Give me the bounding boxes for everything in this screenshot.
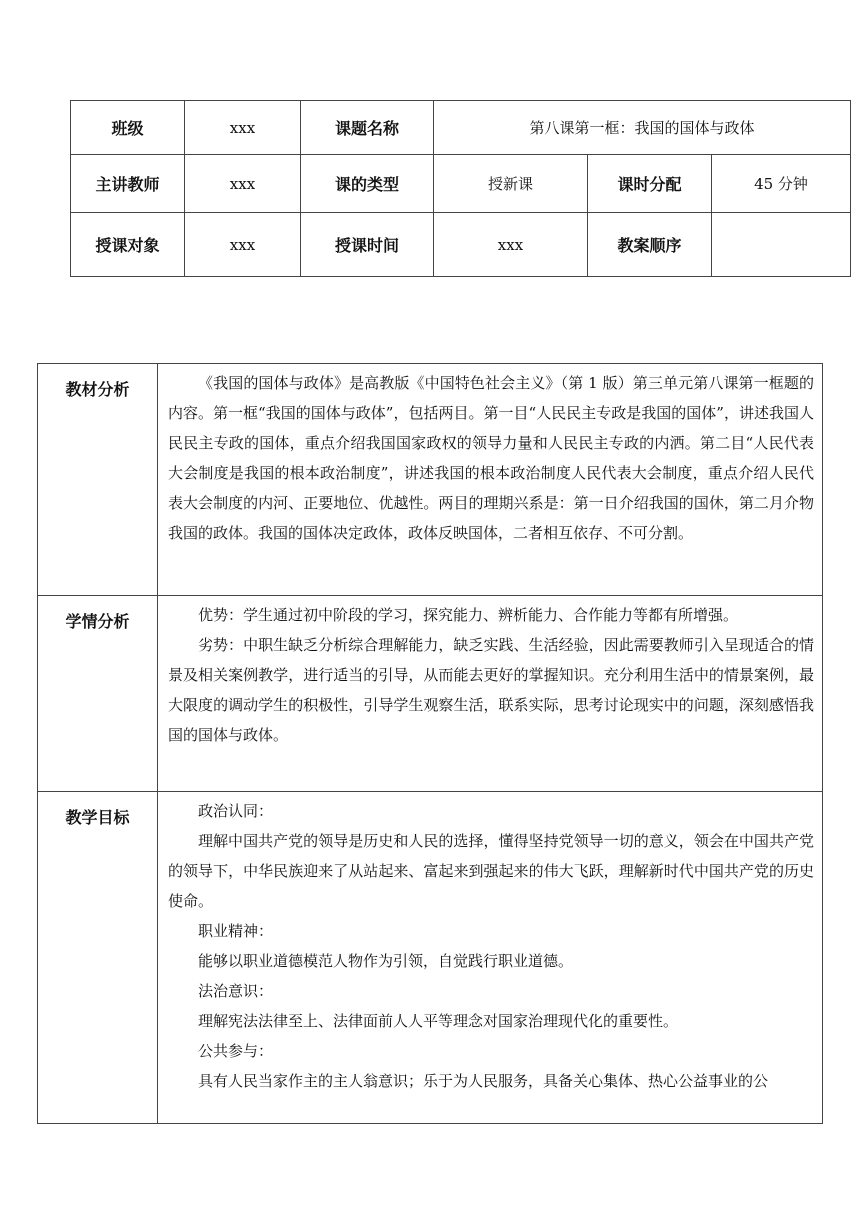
topic-label: 课题名称	[301, 101, 434, 155]
textbook-analysis-row	[38, 364, 823, 596]
public-participation-text: 具有人民当家作主的主人翁意识；乐于为人民服务，具备关心集体、热心公益事业的公	[198, 1072, 769, 1090]
audience-value: xxx	[185, 213, 301, 277]
political-identity-heading: 政治认同：	[198, 802, 274, 820]
rule-of-law-heading: 法治意识：	[198, 982, 274, 1000]
teacher-value: xxx	[185, 155, 301, 213]
lesson-analysis-table	[37, 363, 823, 1124]
teacher-label: 主讲教师	[71, 155, 185, 213]
student-disadvantage-text: 劣势：中职生缺乏分析综合理解能力，缺乏实践、生活经验，因此需要教师引入呈现适合的情景及相关案例教学，进行适当的引导，从而能去更好的掌握知识。充分利用生活中的情景案例，最大限度的调动学生的积极性，引导学生观察生活，联系实际，思考讨论现实中的问题，深刻感悟我国的国体与政体。	[168, 636, 814, 744]
class-label: 班级	[71, 101, 185, 155]
textbook-analysis-text: 《我国的国体与政体》是高教版《中国特色社会主义》（第 1 版）第三单元第八课第一框题的内容。第一框“我国的国体与政体”，包括两目。第一目“人民民主专政是我国的国体”，讲述我国人民民主专政的国体，重点介绍我国国家政权的领导力量和人民民主专政的内洒。第二目“人民代表大会制度是我国的根本政治制度”，讲述我国的根本政治制度人民代表大会制度，重点介绍人民代表大会制度的内河、正要地位、优越性。两目的理期兴系是：第一日介绍我国的国休，第二月介物我国的政体。我国的国体决定政体，政体反映国体，二者相互依存、不可分割。	[168, 374, 814, 542]
textbook-analysis-content	[158, 364, 823, 596]
teaching-objectives-row	[38, 792, 823, 1124]
info-row-audience	[71, 213, 851, 277]
lesson-type-value: 授新课	[434, 155, 588, 213]
teaching-objectives-content	[158, 792, 823, 1124]
student-analysis-content	[158, 596, 823, 792]
hours-value: 45 分钟	[712, 155, 851, 213]
lesson-info-table	[70, 100, 851, 277]
info-row-teacher	[71, 155, 851, 213]
plan-order-value	[712, 213, 851, 277]
plan-order-label: 教案顺序	[588, 213, 712, 277]
info-row-class	[71, 101, 851, 155]
audience-label: 授课对象	[71, 213, 185, 277]
teaching-time-value: xxx	[434, 213, 588, 277]
student-analysis-row	[38, 596, 823, 792]
class-value: xxx	[185, 101, 301, 155]
professional-spirit-text: 能够以职业道德模范人物作为引领，自觉践行职业道德。	[198, 952, 574, 970]
teaching-time-label: 授课时间	[301, 213, 434, 277]
lesson-type-label: 课的类型	[301, 155, 434, 213]
student-analysis-label: 学情分析	[38, 596, 158, 792]
hours-label: 课时分配	[588, 155, 712, 213]
teaching-objectives-label: 教学目标	[38, 792, 158, 1124]
professional-spirit-heading: 职业精神：	[198, 922, 274, 940]
student-advantage-text: 优势：学生通过初中阶段的学习，探究能力、辨析能力、合作能力等都有所增强。	[198, 606, 739, 624]
topic-value: 第八课第一框：我国的国体与政体	[434, 101, 851, 155]
textbook-analysis-label: 教材分析	[38, 364, 158, 596]
rule-of-law-text: 理解宪法法律至上、法律面前人人平等理念对国家治理现代化的重要性。	[198, 1012, 679, 1030]
public-participation-heading: 公共参与：	[198, 1042, 274, 1060]
political-identity-text: 理解中国共产党的领导是历史和人民的选择，懂得坚持党领导一切的意义，领会在中国共产党的领导下，中华民族迎来了从站起来、富起来到强起来的伟大飞跃，理解新时代中国共产党的历史使命。	[168, 832, 814, 910]
